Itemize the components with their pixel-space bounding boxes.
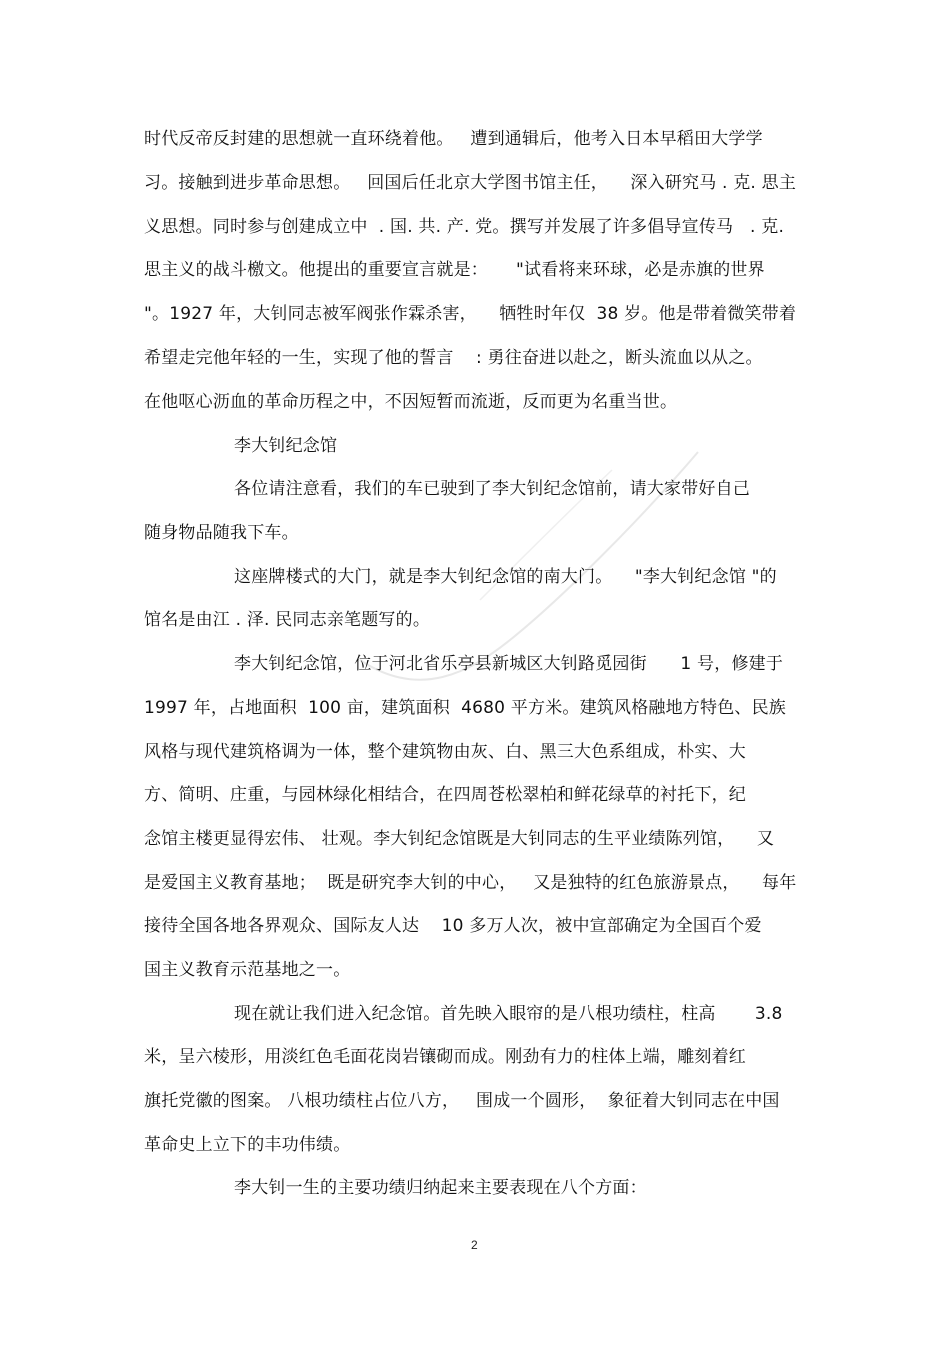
- text-line: 风格与现代建筑格调为一体，整个建筑物由灰、白、黑三大色系组成，朴实、大: [144, 742, 746, 762]
- text-line: 希望走完他年轻的一生，实现了他的誓言 : 勇往奋进以赴之，断头流血以从之。: [144, 348, 763, 368]
- text-line: 在他呕心沥血的革命历程之中，不因短暂而流逝，反而更为名重当世。: [144, 392, 678, 412]
- text-line: 馆名是由江 . 泽. 民同志亲笔题写的。: [144, 610, 431, 630]
- text-line: 革命史上立下的丰功伟绩。: [144, 1135, 351, 1155]
- text-line: 米，呈六棱形，用淡红色毛面花岗岩镶砌而成。刚劲有力的柱体上端，雕刻着红: [144, 1047, 746, 1067]
- page-number: 2: [471, 1238, 478, 1252]
- text-line: 国主义教育示范基地之一。: [144, 960, 351, 980]
- text-line: 念馆主楼更显得宏伟、 壮观。李大钊纪念馆既是大钊同志的生平业绩陈列馆， 又: [144, 829, 775, 849]
- text-line: 义思想。同时参与创建成立中 . 国. 共. 产. 党。撰写并发展了许多倡导宣传马 . 克.: [144, 217, 785, 237]
- text-line: 李大钊一生的主要功绩归纳起来主要表现在八个方面：: [234, 1178, 647, 1198]
- text-line: 旗托党徽的图案。 八根功绩柱占位八方， 围成一个圆形， 象征着大钊同志在中国: [144, 1091, 780, 1111]
- text-line: 这座牌楼式的大门，就是李大钊纪念馆的南大门。 "李大钊纪念馆 "的: [234, 567, 777, 587]
- text-line: 现在就让我们进入纪念馆。首先映入眼帘的是八根功绩柱，柱高 3.8: [234, 1004, 783, 1024]
- section-heading: 李大钊纪念馆: [234, 436, 338, 456]
- text-line: 李大钊纪念馆，位于河北省乐亭县新城区大钊路觅园街 1 号，修建于: [234, 654, 784, 674]
- text-line: 方、简明、庄重，与园林绿化相结合，在四周苍松翠柏和鲜花绿草的衬托下，纪: [144, 785, 746, 805]
- text-line: 各位请注意看，我们的车已驶到了李大钊纪念馆前，请大家带好自己: [234, 479, 750, 499]
- text-line: 接待全国各地各界观众、国际友人达 10 多万人次，被中宣部确定为全国百个爱: [144, 916, 762, 936]
- text-line: 思主义的战斗檄文。他提出的重要宣言就是： "试看将来环球，必是赤旗的世界: [144, 260, 765, 280]
- text-line: 习。接触到进步革命思想。 回国后任北京大学图书馆主任， 深入研究马 . 克. 思主: [144, 173, 797, 193]
- text-line: 时代反帝反封建的思想就一直环绕着他。 遭到通辑后，他考入日本早稻田大学学: [144, 129, 763, 149]
- text-line: 1997 年，占地面积 100 亩，建筑面积 4680 平方米。建筑风格融地方特色、民族: [144, 698, 787, 718]
- text-line: 是爱国主义教育基地； 既是研究李大钊的中心， 又是独特的红色旅游景点， 每年: [144, 873, 797, 893]
- text-line: 随身物品随我下车。: [144, 523, 299, 543]
- text-line: "。1927 年，大钊同志被军阀张作霖杀害， 牺牲时年仅 38 岁。他是带着微笑带着: [144, 304, 797, 324]
